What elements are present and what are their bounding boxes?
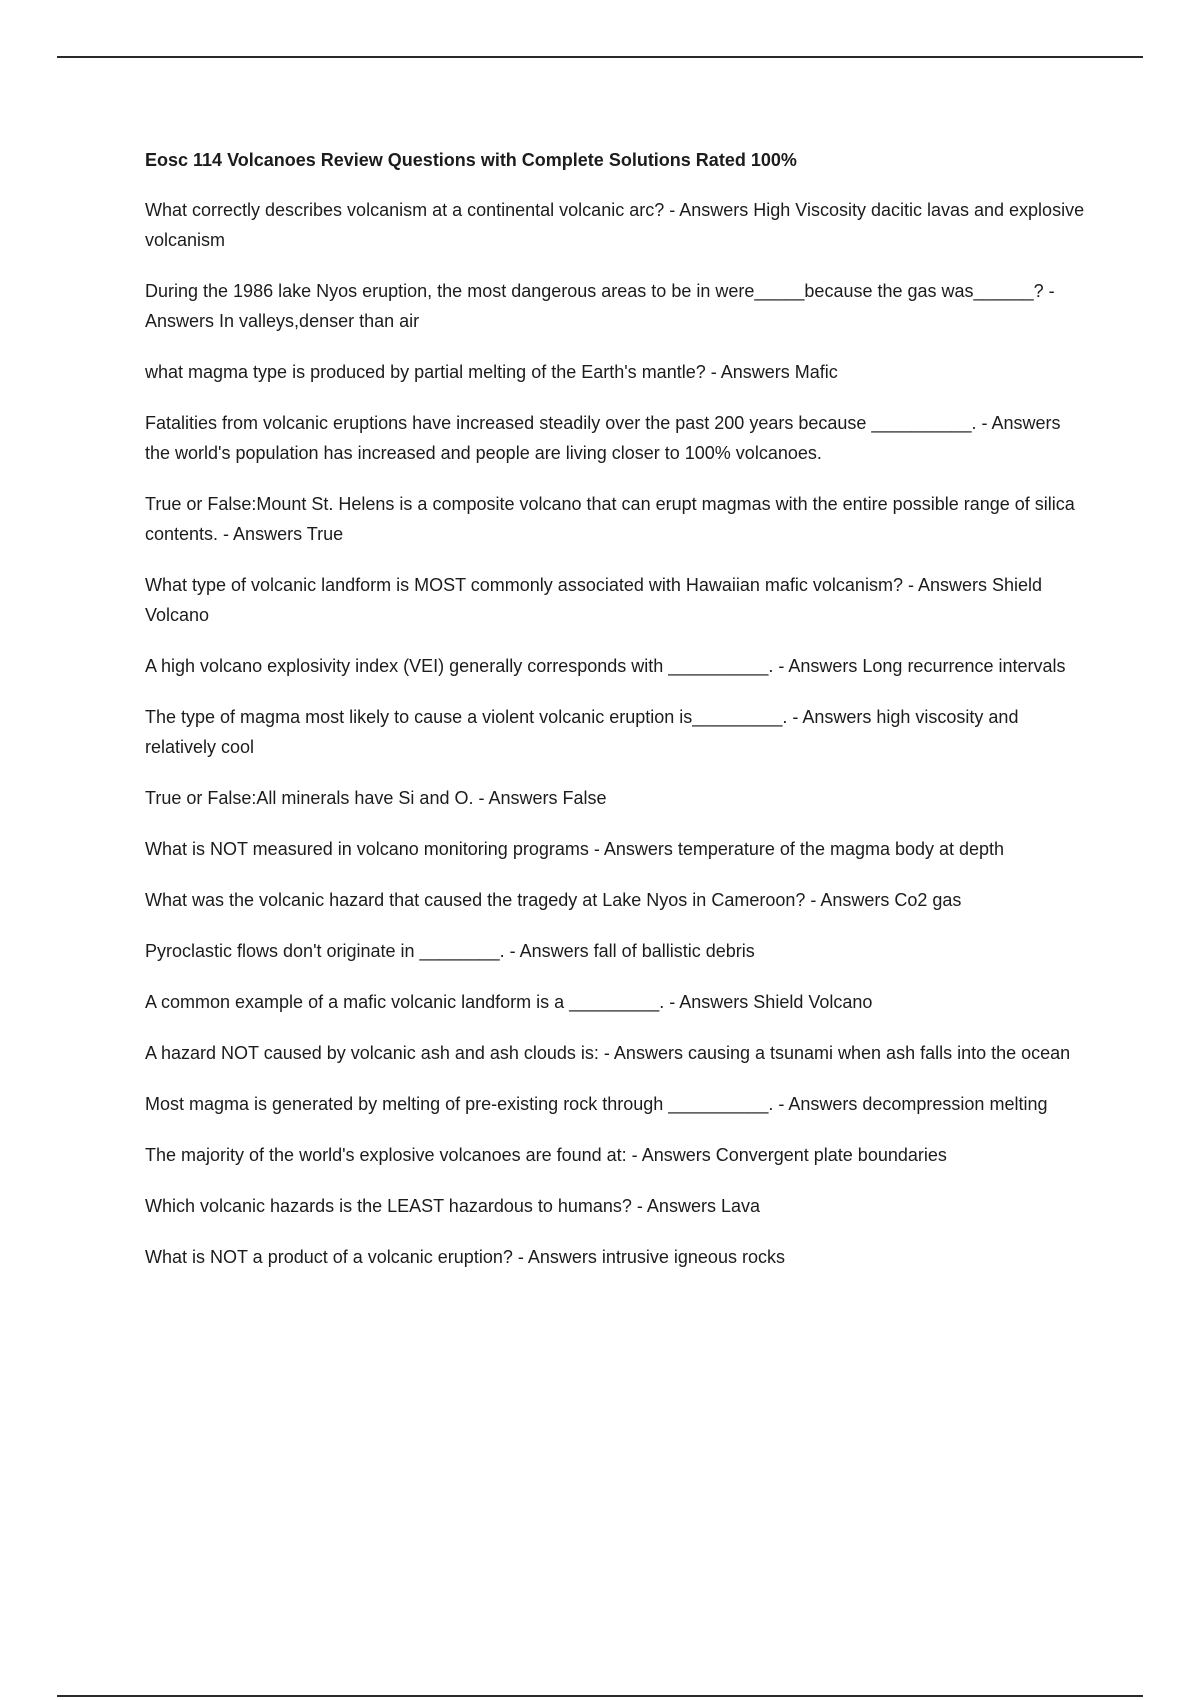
qa-item-10: What is NOT measured in volcano monitoring programs - Answers temperature of the magma body at depth [145,839,1005,859]
qa-item-14: A hazard NOT caused by volcanic ash and ash clouds is: - Answers causing a tsunami when ash falls into the ocean [145,1043,1071,1063]
qa-item-4: Fatalities from volcanic eruptions have increased steadily over the past 200 years because __________. - Answers the world's population has increased and people are living closer to 100% volcanoes. [145,413,1061,463]
qa-item-3: what magma type is produced by partial melting of the Earth's mantle? - Answers Mafic [145,362,838,382]
bottom-rule [57,1695,1143,1697]
qa-item-12: Pyroclastic flows don't originate in ________. - Answers fall of ballistic debris [145,941,755,961]
top-rule [57,56,1143,58]
qa-item-13: A common example of a mafic volcanic landform is a _________. - Answers Shield Volcano [145,992,873,1012]
document-title: Eosc 114 Volcanoes Review Questions with Complete Solutions Rated 100% [145,150,797,170]
qa-item-16: The majority of the world's explosive volcanoes are found at: - Answers Convergent plate boundaries [145,1145,947,1165]
qa-item-6: What type of volcanic landform is MOST commonly associated with Hawaiian mafic volcanism? - Answers Shield Volcano [145,575,1043,625]
qa-item-9: True or False:All minerals have Si and O. - Answers False [145,788,607,808]
document-body [145,145,1090,1293]
qa-item-11: What was the volcanic hazard that caused the tragedy at Lake Nyos in Cameroon? - Answers Co2 gas [145,890,962,910]
qa-item-18: What is NOT a product of a volcanic eruption? - Answers intrusive igneous rocks [145,1247,785,1267]
qa-item-5: True or False:Mount St. Helens is a composite volcano that can erupt magmas with the entire possible range of silica contents. - Answers True [145,494,1075,544]
qa-item-1: What correctly describes volcanism at a continental volcanic arc? - Answers High Viscosity dacitic lavas and explosive volcanism [145,200,1085,250]
qa-item-2: During the 1986 lake Nyos eruption, the most dangerous areas to be in were_____because the gas was______? - Answers In valleys,denser than air [145,281,1055,331]
qa-item-15: Most magma is generated by melting of pre-existing rock through __________. - Answers decompression melting [145,1094,1048,1114]
qa-item-17: Which volcanic hazards is the LEAST hazardous to humans? - Answers Lava [145,1196,760,1216]
qa-item-7: A high volcano explosivity index (VEI) generally corresponds with __________. - Answers Long recurrence intervals [145,656,1066,676]
qa-item-8: The type of magma most likely to cause a violent volcanic eruption is_________. - Answers high viscosity and relatively cool [145,707,1019,757]
